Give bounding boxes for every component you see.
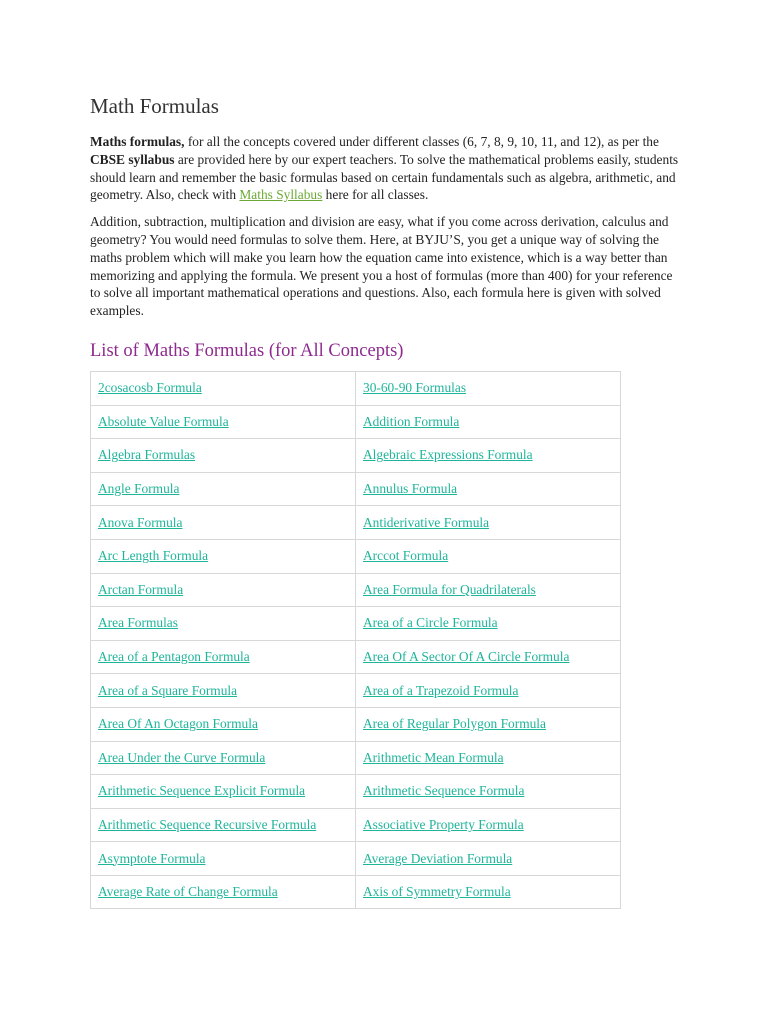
table-cell xyxy=(356,842,621,876)
table-cell xyxy=(356,371,621,405)
intro-text-2: are provided here by our expert teachers. To solve the mathematical problems easily, students should learn and remember the basic formulas based on certain fundamentals such as algebra, arithmetic, and geometry. Also, check with xyxy=(90,151,679,203)
formula-link[interactable]: Anova Formula xyxy=(98,514,183,530)
table-cell xyxy=(91,741,356,775)
table-cell xyxy=(356,472,621,506)
formula-link[interactable]: Area of a Pentagon Formula xyxy=(98,649,250,665)
table-cell xyxy=(91,808,356,842)
table-row xyxy=(91,808,621,842)
table-cell xyxy=(91,707,356,741)
formula-link[interactable]: Annulus Formula xyxy=(363,481,458,497)
formula-link[interactable]: Arctan Formula xyxy=(98,581,184,597)
table-row xyxy=(91,405,621,439)
table-cell xyxy=(356,741,621,775)
formula-link[interactable]: Area Formula for Quadrilaterals xyxy=(363,581,536,597)
formula-link[interactable]: Area of a Square Formula xyxy=(98,682,238,698)
formula-link[interactable]: Arccot Formula xyxy=(363,548,449,564)
table-cell xyxy=(356,405,621,439)
description-paragraph: Addition, subtraction, multiplication and division are easy, what if you come across derivation, calculus and geometry? You would need formulas to solve them. Here, at BYJU’S, you get a unique way of solving the maths problem which will make you learn how the equation came into existence, which is a way better than memorizing and applying the formula. We present you a host of formulas (more than 400) for your reference to solve all important mathematical operations and questions. Also, each formula here is given with solved examples. xyxy=(90,214,673,319)
formula-link[interactable]: Angle Formula xyxy=(98,481,180,497)
intro-paragraph xyxy=(90,133,682,204)
page-title: Math Formulas xyxy=(90,94,219,118)
formula-link[interactable]: Area Under the Curve Formula xyxy=(98,749,266,765)
table-cell xyxy=(356,439,621,473)
table-cell xyxy=(356,640,621,674)
formula-link[interactable]: Area of a Circle Formula xyxy=(363,615,498,631)
table-cell xyxy=(356,875,621,909)
intro-text-3: here for all classes. xyxy=(322,187,429,203)
table-row xyxy=(91,741,621,775)
formula-link[interactable]: Associative Property Formula xyxy=(363,816,524,832)
table-cell xyxy=(91,371,356,405)
intro-bold-lead: Maths formulas, xyxy=(90,134,185,149)
intro-text-1: for all the concepts covered under different classes (6, 7, 8, 9, 10, 11, and 12), as per the xyxy=(184,134,659,149)
table-cell xyxy=(356,707,621,741)
formula-link[interactable]: 2cosacosb Formula xyxy=(98,380,202,396)
formula-link[interactable]: Average Deviation Formula xyxy=(363,850,513,866)
formula-list-heading: List of Maths Formulas (for All Concepts) xyxy=(90,340,404,361)
table-cell xyxy=(91,439,356,473)
formula-link[interactable]: 30-60-90 Formulas xyxy=(363,380,467,396)
formula-link[interactable]: Absolute Value Formula xyxy=(98,413,229,429)
table-row xyxy=(91,707,621,741)
formula-link[interactable]: Axis of Symmetry Formula xyxy=(363,884,511,900)
table-row xyxy=(91,506,621,540)
table-row xyxy=(91,439,621,473)
table-row xyxy=(91,875,621,909)
formula-link[interactable]: Arithmetic Sequence Formula xyxy=(363,783,525,799)
table-row xyxy=(91,674,621,708)
formula-link[interactable]: Antiderivative Formula xyxy=(363,514,490,530)
formula-link[interactable]: Area of a Trapezoid Formula xyxy=(363,682,519,698)
table-row xyxy=(91,607,621,641)
table-cell xyxy=(356,674,621,708)
table-cell xyxy=(356,808,621,842)
table-cell xyxy=(356,506,621,540)
formula-link[interactable]: Addition Formula xyxy=(363,413,460,429)
table-row xyxy=(91,472,621,506)
table-row xyxy=(91,640,621,674)
formula-link[interactable]: Algebra Formulas xyxy=(98,447,196,463)
formula-link[interactable]: Area Formulas xyxy=(98,615,178,631)
formula-link[interactable]: Area Of An Octagon Formula xyxy=(98,716,258,732)
table-row xyxy=(91,775,621,809)
table-cell xyxy=(91,472,356,506)
maths-syllabus-link[interactable]: Maths Syllabus xyxy=(239,187,323,203)
table-cell xyxy=(91,775,356,809)
table-row xyxy=(91,539,621,573)
table-cell xyxy=(356,775,621,809)
table-cell xyxy=(91,506,356,540)
table-cell xyxy=(91,674,356,708)
table-cell xyxy=(91,875,356,909)
formula-link[interactable]: Arithmetic Mean Formula xyxy=(363,749,504,765)
table-row xyxy=(91,371,621,405)
table-cell xyxy=(91,842,356,876)
formula-link[interactable]: Arc Length Formula xyxy=(98,548,209,564)
table-row xyxy=(91,573,621,607)
formula-link[interactable]: Asymptote Formula xyxy=(98,850,206,866)
table-cell xyxy=(91,405,356,439)
cbse-syllabus-bold: CBSE syllabus xyxy=(90,151,175,167)
formula-link[interactable]: Average Rate of Change Formula xyxy=(98,884,278,900)
table-cell xyxy=(91,539,356,573)
table-cell xyxy=(91,573,356,607)
formula-link[interactable]: Arithmetic Sequence Recursive Formula xyxy=(98,816,317,832)
document-page xyxy=(90,92,682,909)
formula-link[interactable]: Algebraic Expressions Formula xyxy=(363,447,533,463)
formula-link[interactable]: Arithmetic Sequence Explicit Formula xyxy=(98,783,306,799)
table-cell xyxy=(356,539,621,573)
table-cell xyxy=(356,573,621,607)
formula-table xyxy=(90,371,621,910)
table-cell xyxy=(91,640,356,674)
formula-link[interactable]: Area of Regular Polygon Formula xyxy=(363,716,546,732)
formula-table-body xyxy=(91,371,621,909)
table-cell xyxy=(356,607,621,641)
table-row xyxy=(91,842,621,876)
table-cell xyxy=(91,607,356,641)
formula-link[interactable]: Area Of A Sector Of A Circle Formula xyxy=(363,649,570,665)
